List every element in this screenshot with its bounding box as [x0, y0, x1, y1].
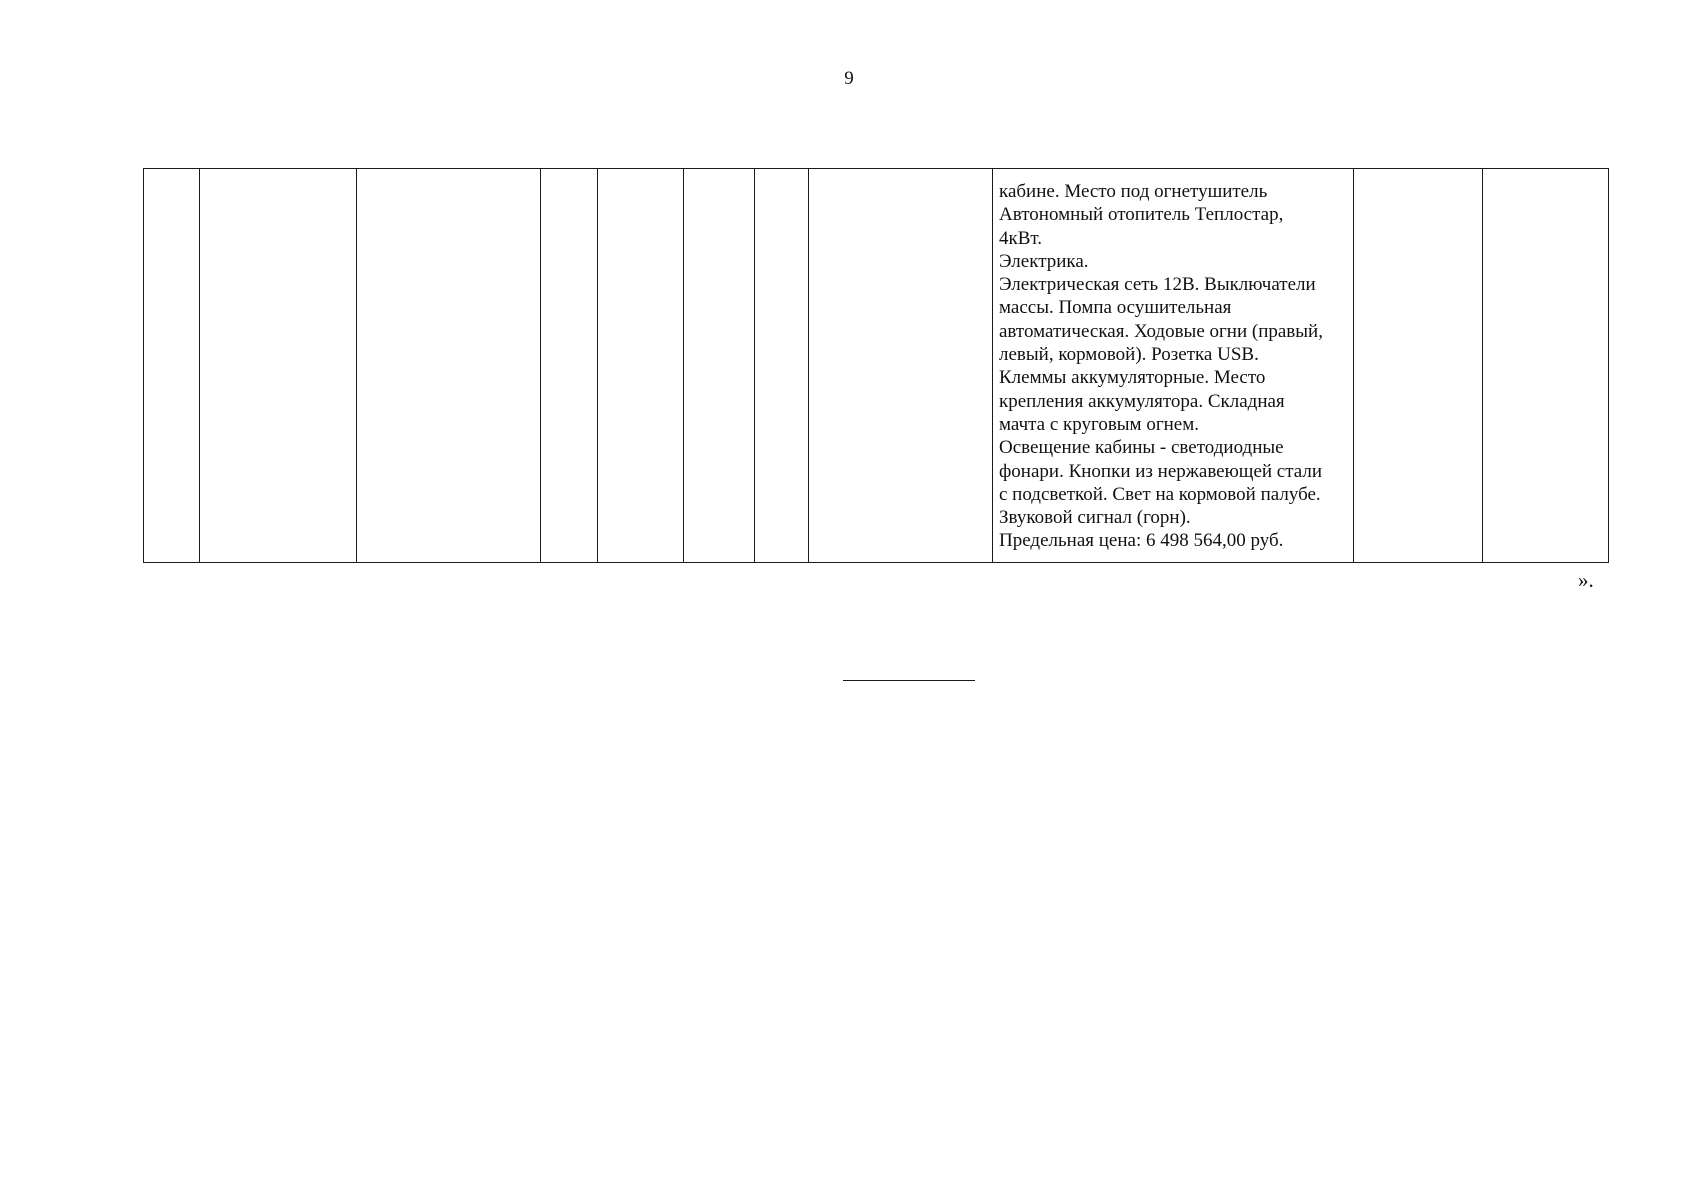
table-cell-2 [200, 169, 357, 563]
table-cell-8 [809, 169, 993, 563]
specification-table [143, 168, 1609, 563]
table-cell-11 [1483, 169, 1609, 563]
description-line: Звуковой сигнал (горн). [999, 507, 1191, 529]
table-cell-5 [598, 169, 684, 563]
table-cell-6 [684, 169, 755, 563]
description-line: Освещение кабины - светодиодные [999, 437, 1284, 459]
end-of-document-rule [843, 680, 975, 681]
table-cell-1 [144, 169, 200, 563]
description-line: левый, кормовой). Розетка USB. [999, 344, 1259, 366]
description-line: массы. Помпа осушительная [999, 297, 1232, 319]
description-line: фонари. Кнопки из нержавеющей стали [999, 460, 1323, 482]
table-cell-7 [755, 169, 809, 563]
description-line: Электрика. [999, 250, 1089, 272]
description-line: 4кВт. [999, 227, 1043, 249]
table-cell-3 [357, 169, 541, 563]
description-line: крепления аккумулятора. Складная [999, 390, 1285, 412]
description-cell [993, 169, 1354, 563]
description-line: автоматическая. Ходовые огни (правый, [999, 320, 1323, 342]
closing-quote-mark: ». [1578, 568, 1594, 592]
table-cell-10 [1354, 169, 1483, 563]
page-number: 9 [844, 68, 854, 89]
description-line: с подсветкой. Свет на кормовой палубе. [999, 483, 1321, 505]
table-row [144, 169, 1609, 563]
description-line: кабине. Место под огнетушитель [999, 181, 1268, 202]
description-line: Электрическая сеть 12В. Выключатели [999, 274, 1316, 296]
description-line: Автономный отопитель Теплостар, [999, 204, 1284, 226]
description-line: мачта с круговым огнем. [999, 413, 1200, 435]
description-line: Клеммы аккумуляторные. Место [999, 367, 1266, 389]
description-line price-line: Предельная цена: 6 498 564,00 руб. [999, 530, 1284, 552]
table-cell-4 [541, 169, 598, 563]
